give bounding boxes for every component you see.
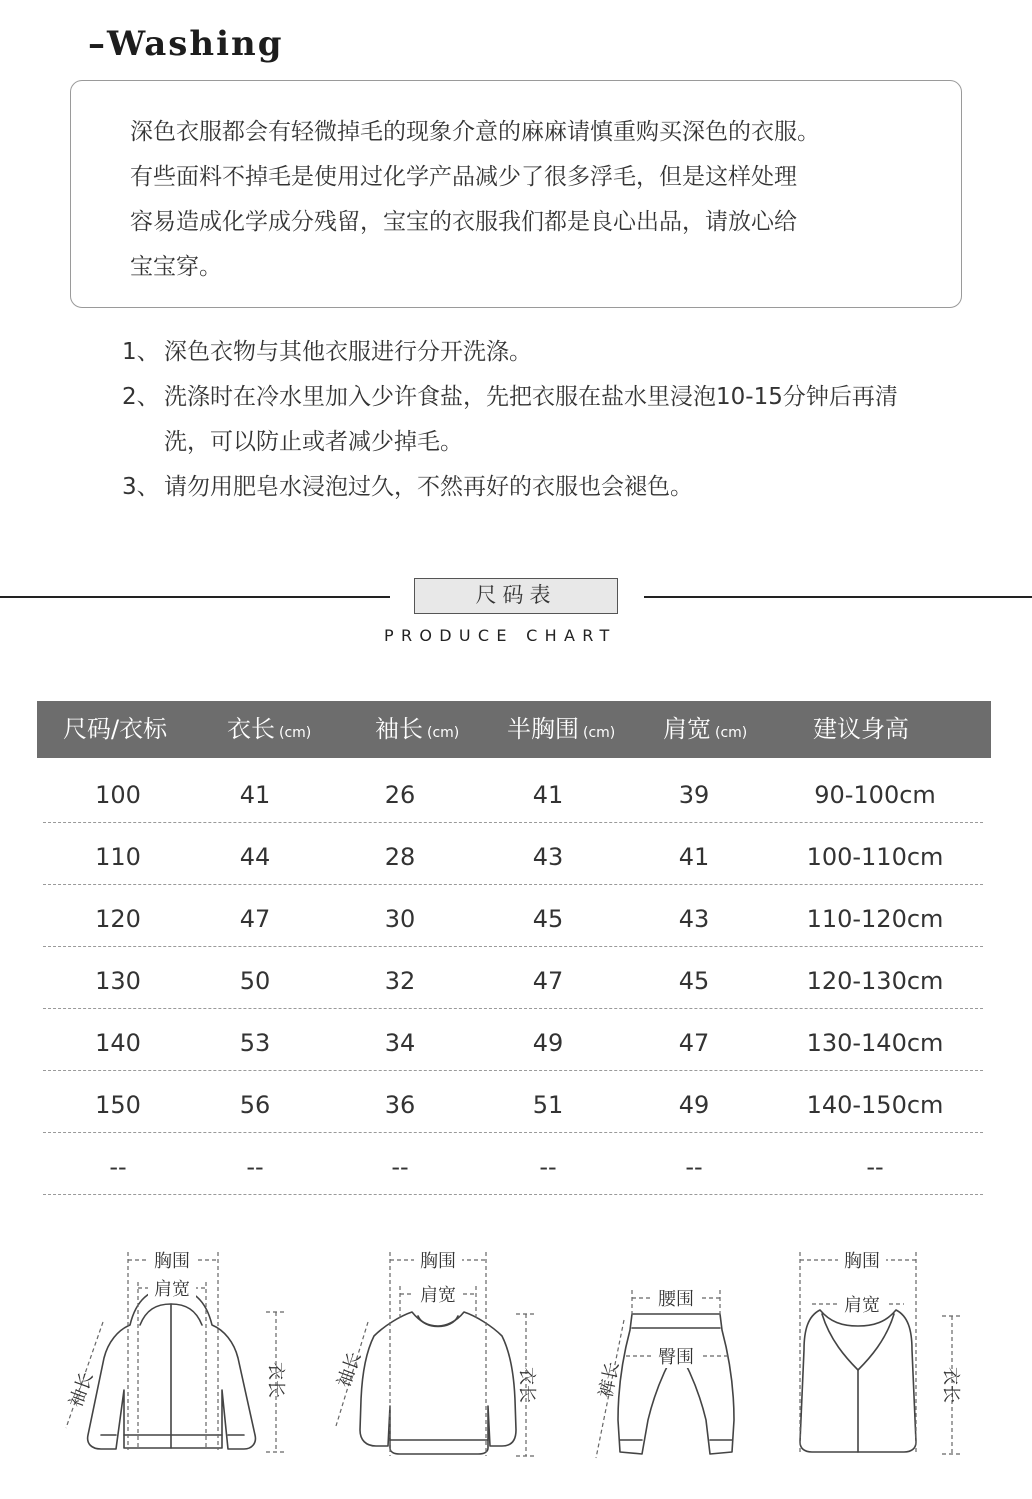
washing-title: –Washing [88, 24, 284, 64]
header-cell: 尺码/衣标 [63, 715, 168, 743]
sweater-sleeve-label: 袖长 [333, 1349, 366, 1391]
header-cell: 衣长 (cm) [227, 715, 312, 743]
table-cell: 51 [532, 1091, 564, 1119]
jacket-chest-label: 胸围 [154, 1251, 190, 1272]
tip-text: 请勿用肥皂水浸泡过久，不然再好的衣服也会褪色。 [164, 474, 693, 500]
table-cell: 90-100cm [814, 781, 936, 809]
jacket-length-label: 衣长 [265, 1362, 286, 1398]
table-cell: 56 [239, 1091, 271, 1119]
table-cell: 130-140cm [806, 1029, 944, 1057]
table-cell: 47 [532, 967, 564, 995]
sweater-chest-label: 胸围 [420, 1251, 456, 1272]
table-cell: -- [246, 1153, 264, 1181]
size-chart-subtitle: PRODUCE CHART [384, 626, 617, 645]
table-cell: 45 [532, 905, 564, 933]
table-cell: 32 [384, 967, 416, 995]
tip-item [122, 465, 962, 510]
table-cell: 50 [239, 967, 271, 995]
table-header [37, 701, 991, 758]
jacket-sleeve-label: 袖长 [65, 1369, 98, 1411]
table-cell: 28 [384, 843, 416, 871]
notice-line: 深色衣服都会有轻微掉毛的现象介意的麻麻请慎重购买深色的衣服。 [130, 119, 820, 145]
table-cell: -- [391, 1153, 409, 1181]
table-cell: 45 [678, 967, 710, 995]
table-row [0, 1136, 1032, 1198]
pants-length-label: 裤长 [595, 1360, 624, 1400]
vest-diagram [800, 1310, 916, 1452]
tip-text: 深色衣物与其他衣服进行分开洗涤。 [164, 339, 532, 365]
table-cell: 39 [678, 781, 710, 809]
table-cell: 100-110cm [806, 843, 944, 871]
table-cell: -- [866, 1153, 884, 1181]
sweater-shoulder-label: 肩宽 [420, 1285, 456, 1306]
vest-shoulder-label: 肩宽 [844, 1295, 880, 1316]
table-cell: 49 [678, 1091, 710, 1119]
table-cell: 34 [384, 1029, 416, 1057]
header-cell: 建议身高 [813, 715, 909, 743]
pants-hip-label: 臀围 [658, 1347, 694, 1368]
table-row [0, 1012, 1032, 1074]
table-cell: 150 [95, 1091, 141, 1119]
table-cell: 30 [384, 905, 416, 933]
table-cell: 53 [239, 1029, 271, 1057]
tip-number: 3、 [122, 474, 160, 500]
table-cell: 43 [532, 843, 564, 871]
table-cell: -- [685, 1153, 703, 1181]
table-cell: 26 [384, 781, 416, 809]
table-cell: 36 [384, 1091, 416, 1119]
header-cell: 肩宽 (cm) [663, 715, 748, 743]
table-cell: -- [109, 1153, 127, 1181]
table-row [0, 826, 1032, 888]
jacket-diagram [88, 1288, 256, 1449]
notice-text [130, 110, 930, 290]
tip-number: 1、 [122, 339, 160, 365]
table-cell: 41 [239, 781, 271, 809]
row-divider [43, 822, 983, 823]
table-cell: 47 [678, 1029, 710, 1057]
row-divider [43, 884, 983, 885]
divider-right [644, 596, 1032, 598]
notice-line: 容易造成化学成分残留，宝宝的衣服我们都是良心出品，请放心给 [130, 209, 797, 235]
table-cell: -- [539, 1153, 557, 1181]
tip-item [122, 375, 962, 465]
vest-length-label: 衣长 [940, 1367, 961, 1403]
row-divider [43, 1132, 983, 1133]
header-cell: 袖长 (cm) [375, 715, 460, 743]
table-cell: 49 [532, 1029, 564, 1057]
tip-text: 洗涤时在冷水里加入少许食盐，先把衣服在盐水里浸泡10-15分钟后再清洗，可以防止或者减少掉毛。 [164, 384, 898, 455]
garment-diagrams [0, 1230, 1032, 1499]
table-cell: 140-150cm [806, 1091, 944, 1119]
table-cell: 140 [95, 1029, 141, 1057]
sweater-length-label: 衣长 [516, 1367, 537, 1403]
table-cell: 120 [95, 905, 141, 933]
divider-left [0, 596, 390, 598]
sweater-diagram [360, 1312, 516, 1454]
table-cell: 120-130cm [806, 967, 944, 995]
pants-waist-label: 腰围 [658, 1289, 694, 1310]
notice-line: 有些面料不掉毛是使用过化学产品减少了很多浮毛，但是这样处理 [130, 164, 797, 190]
table-row [0, 764, 1032, 826]
tip-number: 2、 [122, 384, 160, 410]
jacket-shoulder-label: 肩宽 [154, 1279, 190, 1300]
table-row [0, 950, 1032, 1012]
row-divider [43, 1070, 983, 1071]
row-divider [43, 946, 983, 947]
washing-tips [122, 330, 962, 510]
table-cell: 110-120cm [806, 905, 944, 933]
vest-chest-label: 胸围 [844, 1251, 880, 1272]
table-cell: 41 [532, 781, 564, 809]
table-cell: 41 [678, 843, 710, 871]
header-cell: 半胸围 (cm) [507, 715, 616, 743]
row-divider [43, 1008, 983, 1009]
table-row [0, 888, 1032, 950]
table-cell: 100 [95, 781, 141, 809]
pants-diagram [618, 1314, 734, 1454]
notice-line: 宝宝穿。 [130, 254, 222, 280]
table-cell: 130 [95, 967, 141, 995]
table-row [0, 1074, 1032, 1136]
tip-item [122, 330, 962, 375]
table-cell: 110 [95, 843, 141, 871]
table-cell: 47 [239, 905, 271, 933]
row-divider [43, 1194, 983, 1195]
size-chart-title: 尺码表 [414, 578, 618, 614]
table-cell: 44 [239, 843, 271, 871]
table-cell: 43 [678, 905, 710, 933]
